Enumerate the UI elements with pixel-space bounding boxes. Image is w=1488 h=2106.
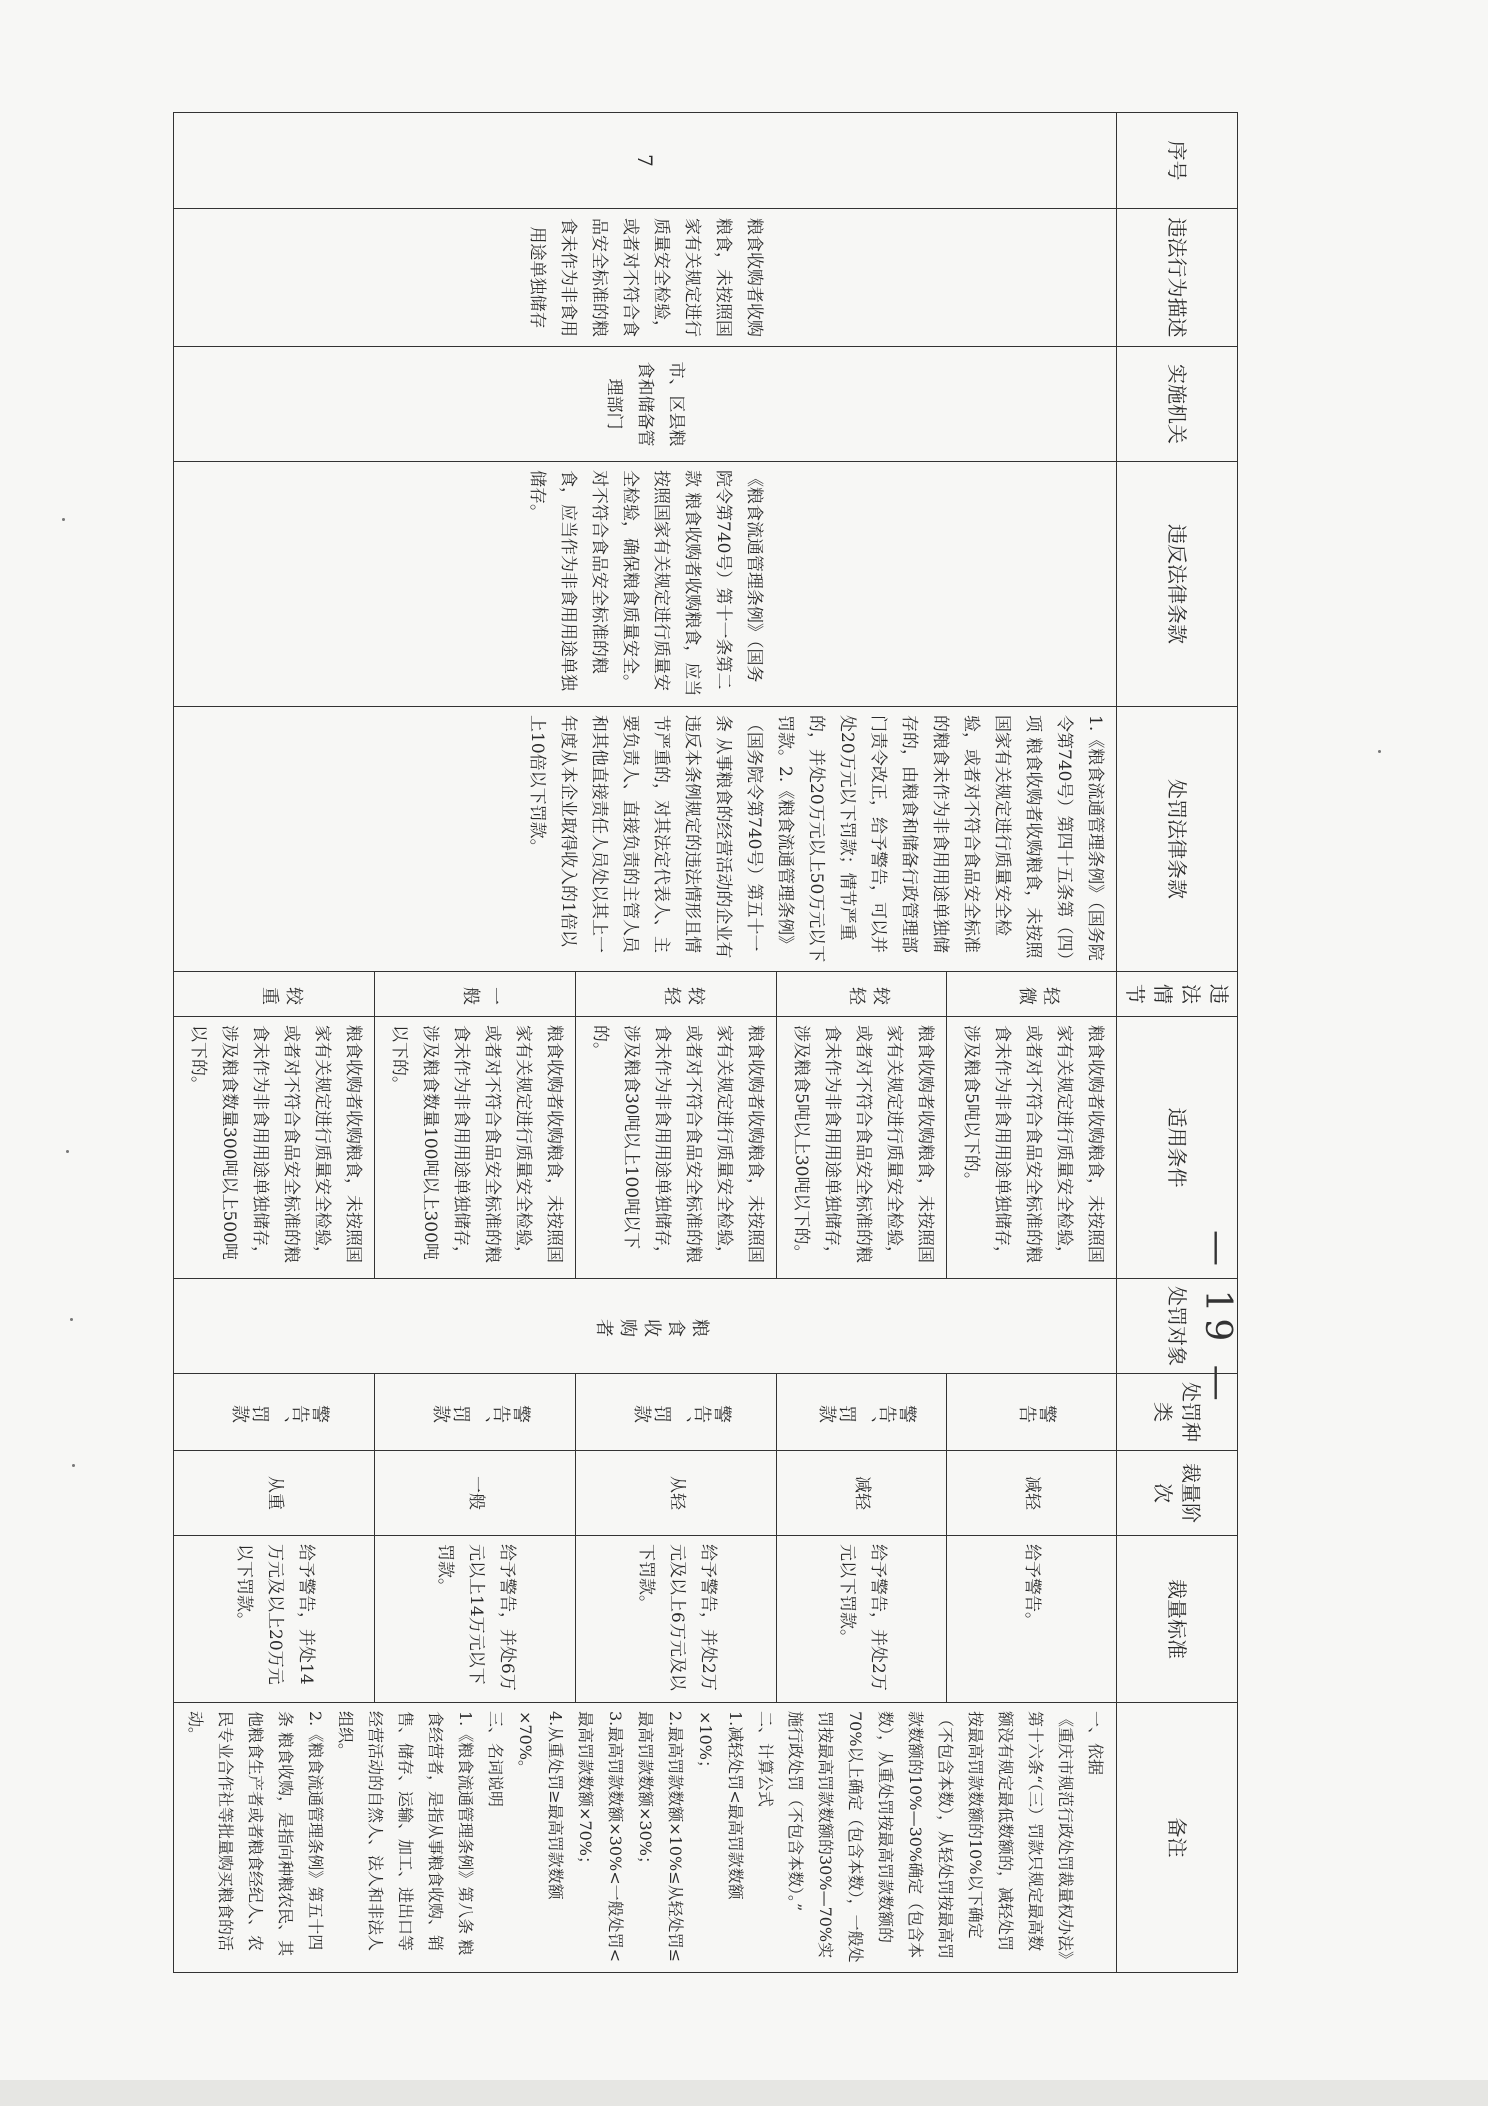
cell-circumstance — [777, 972, 947, 1017]
scan-bottom-band — [0, 2080, 1488, 2106]
penalty-discretion-table — [173, 112, 1238, 1973]
penalty-discretion-table-sheet — [178, 112, 1238, 1972]
cell-penalty-clause: 1.《粮食流通管理条例》（国务院令第740号）第四十五条第（四）项 粮食收购者收购粮食，未按照国家有关规定进行质量安全检验，或者对不符合食品安全标准的粮食未作为非食用用途单独储存的，由粮食和储备行政管理部门责令改正，给予警告，可以并处20万元以下罚款；情节严重的，并处20万元以上50万元以下罚款。2.《粮食流通管理条例》（国务院令第740号）第五十一条 从事粮食的经营活动的企业有违反本条例规定的违法情形且情节严重的，对其法定代表人、主要负责人、直接负责的主管人员和其他直接责任人员处以其上一年度从本企业取得收入的1倍以上10倍以下罚款。 — [174, 707, 1117, 972]
header-discretion-level: 裁量阶次 — [1117, 1451, 1238, 1536]
target-text: 粮食收购者 — [590, 1316, 711, 1337]
table-row — [947, 113, 1117, 1973]
cell-description: 粮食收购者收购粮食，未按照国家有关规定进行质量安全检验，或者对不符合食品安全标准的粮食未作为非食用用途单独储存 — [174, 209, 1117, 347]
cell-notes — [174, 1703, 1117, 1973]
notes-line: 《重庆市规范行政处罚裁量权办法》第十六条“（三）罚款只规定最高数额没有规定最低数额的，减轻处罚按最高罚款数额的10%以下确定（不包含本数），从轻处罚按最高罚款数额的10%—30%确定（包含本数），从重处罚按最高罚款数额的70%以上确定（包含本数），一般处罚按最高罚款数额的30%—70%实施行政处罚（不包含本数）。” — [786, 1711, 1075, 1963]
header-seq: 序号 — [1117, 113, 1238, 209]
scan-speck — [1378, 750, 1381, 753]
page-number: — 19 — — [1197, 1230, 1238, 1407]
cell-discretion-standard: 给予警告，并处2万元及以上6万元及以下罚款。 — [576, 1536, 777, 1703]
scan-speck — [70, 1318, 73, 1321]
cell-discretion-standard: 给予警告。 — [947, 1536, 1117, 1703]
header-circumstance: 违法情节 — [1117, 972, 1238, 1017]
cell-penalty-kind — [576, 1374, 777, 1451]
cell-discretion-level: 减轻 — [947, 1451, 1117, 1536]
circumstance-text: 一般 — [456, 984, 505, 1005]
header-violated-clause: 违反法律条款 — [1117, 462, 1238, 707]
scan-speck — [62, 518, 65, 521]
cell-discretion-standard: 给予警告，并处6万元以上14万元以下罚款。 — [375, 1536, 576, 1703]
cell-discretion-level: 减轻 — [777, 1451, 947, 1536]
cell-penalty-kind — [174, 1374, 375, 1451]
circumstance-text: 轻微 — [1013, 984, 1062, 1005]
cell-seq: 7 — [174, 113, 1117, 209]
cell-violated-clause: 《粮食流通管理条例》（国务院令第740号）第十一条第二款 粮食收购者收购粮食，应当按照国家有关规定进行质量安全检验，确保粮食质量安全。对不符合食品安全标准的粮食，应当作为非食用用途单独储存。 — [174, 462, 1117, 707]
cell-condition: 粮食收购者收购粮食，未按照国家有关规定进行质量安全检验，或者对不符合食品安全标准的粮食未作为非食用用途单独储存，涉及粮食5吨以下的。 — [947, 1017, 1117, 1279]
notes-line: 1.减轻处罚<最高罚款数额×10%； — [696, 1711, 745, 1900]
penalty-kind-text: 警告、罚款 — [631, 1402, 732, 1423]
penalty-kind-text: 警告、罚款 — [430, 1402, 531, 1423]
cell-penalty-kind — [375, 1374, 576, 1451]
circumstance-text: 较轻 — [657, 984, 706, 1005]
cell-agency: 市、区县粮食和储备管理部门 — [174, 347, 1117, 462]
cell-discretion-level: 从轻 — [576, 1451, 777, 1536]
cell-condition: 粮食收购者收购粮食，未按照国家有关规定进行质量安全检验，或者对不符合食品安全标准的粮食未作为非食用用途单独储存，涉及粮食5吨以上30吨以下的。 — [777, 1017, 947, 1279]
notes-line: 三、名词说明 — [486, 1711, 505, 1808]
cell-discretion-standard: 给予警告，并处14万元及以上20万元以下罚款。 — [174, 1536, 375, 1703]
notes-line: 二、计算公式 — [756, 1711, 775, 1808]
penalty-kind-text: 警告、罚款 — [229, 1402, 330, 1423]
penalty-kind-text: 警告、罚款 — [817, 1402, 918, 1423]
cell-discretion-level: 一般 — [375, 1451, 576, 1536]
notes-line: 2.最高罚款数额×10%≤从轻处罚≤最高罚款数额×30%； — [636, 1711, 685, 1963]
header-description: 违法行为描述 — [1117, 209, 1238, 347]
cell-discretion-standard: 给予警告，并处2万元以下罚款。 — [777, 1536, 947, 1703]
circumstance-text: 较重 — [255, 984, 304, 1005]
cell-target — [174, 1279, 1117, 1374]
cell-condition: 粮食收购者收购粮食，未按照国家有关规定进行质量安全检验，或者对不符合食品安全标准的粮食未作为非食用用途单独储存，涉及粮食30吨以上100吨以下的。 — [576, 1017, 777, 1279]
header-notes: 备注 — [1117, 1703, 1238, 1973]
header-target: 处罚对象 — [1117, 1279, 1238, 1374]
notes-line: 2.《粮食流通管理条例》第五十四条 粮食收购，是指向种粮农民、其他粮食生产者或者粮食经纪人、农民专业合作社等批量购买粮食的活动。 — [186, 1711, 325, 1957]
header-agency: 实施机关 — [1117, 347, 1238, 462]
notes-line: 3.最高罚款数额×30%<一般处罚<最高罚款数额×70%； — [576, 1711, 625, 1963]
table-header-row — [1117, 113, 1238, 1973]
scan-speck — [66, 1150, 69, 1153]
cell-circumstance — [174, 972, 375, 1017]
notes-line: 一、依据 — [1086, 1711, 1105, 1776]
cell-discretion-level: 从重 — [174, 1451, 375, 1536]
cell-circumstance — [375, 972, 576, 1017]
penalty-kind-text: 警告 — [1017, 1402, 1058, 1423]
cell-condition: 粮食收购者收购粮食，未按照国家有关规定进行质量安全检验，或者对不符合食品安全标准的粮食未作为非食用用途单独储存，涉及粮食数量100吨以上300吨以下的。 — [375, 1017, 576, 1279]
header-penalty-clause: 处罚法律条款 — [1117, 707, 1238, 972]
cell-penalty-kind — [777, 1374, 947, 1451]
header-condition: 适用条件 — [1117, 1017, 1238, 1279]
circumstance-text: 较轻 — [843, 984, 892, 1005]
cell-penalty-kind — [947, 1374, 1117, 1451]
notes-line: 1.《粮食流通管理条例》第八条 粮食经营者，是指从事粮食收购、销售、储存、运输、加工、进出口等经营活动的自然人、法人和非法人组织。 — [336, 1711, 475, 1956]
cell-condition: 粮食收购者收购粮食，未按照国家有关规定进行质量安全检验，或者对不符合食品安全标准的粮食未作为非食用用途单独储存，涉及粮食数量300吨以上500吨以下的。 — [174, 1017, 375, 1279]
scan-speck — [72, 1464, 75, 1467]
cell-circumstance — [576, 972, 777, 1017]
header-penalty-kind: 处罚种类 — [1117, 1374, 1238, 1451]
cell-circumstance — [947, 972, 1117, 1017]
header-discretion-standard: 裁量标准 — [1117, 1536, 1238, 1703]
notes-line: 4.从重处罚≥最高罚款数额×70%。 — [516, 1711, 565, 1900]
